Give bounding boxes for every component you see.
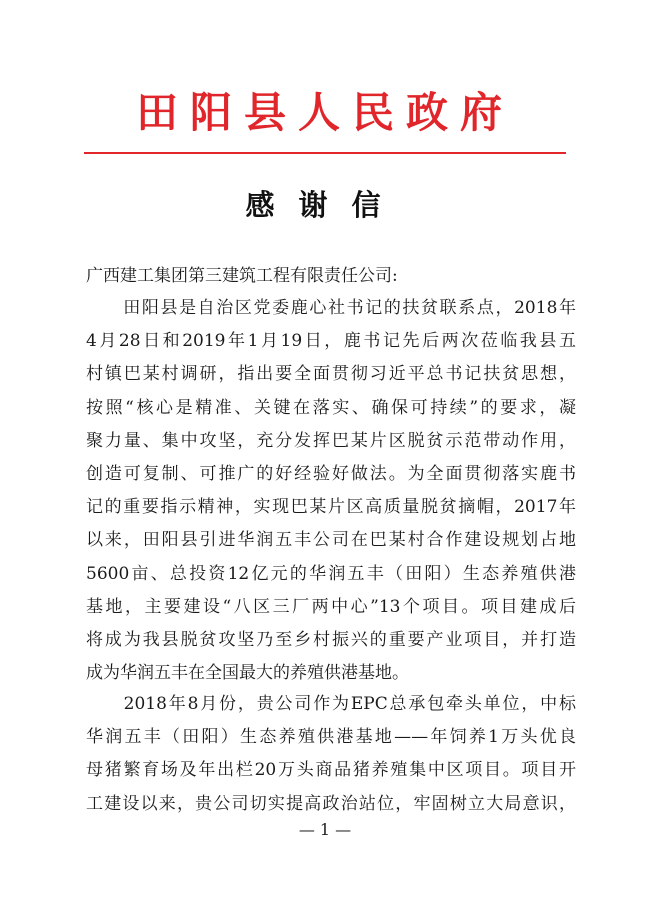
paragraph-line: 村镇巴某村调研，指出要全面贯彻习近平总书记扶贫思想， [86,364,576,385]
paragraph-line: 2018年8月份，贵公司作为EPC总承包牵头单位，中标 [86,694,576,714]
paragraph-line: 田阳县是自治区党委鹿心社书记的扶贫联系点，2018年 [86,298,576,318]
paragraph-line: 创造可复制、可推广的好经验好做法。为全面贯彻落实鹿书 [86,463,576,484]
paragraph-line: 成为华润五丰在全国最大的养殖供港基地。 [86,663,409,684]
letterhead-red-rule [84,152,566,154]
salutation: 广西建工集团第三建筑工程有限责任公司: [86,266,398,286]
paragraph-line: 将成为我县脱贫攻坚乃至乡村振兴的重要产业项目，并打造 [86,629,576,650]
paragraph-line: 4月28日和2019年1月19日，鹿书记先后两次莅临我县五 [86,331,576,352]
paragraph-line: 基地，主要建设“八区三厂两中心”13个项目。项目建成后 [86,596,576,617]
paragraph-line: 华润五丰（田阳）生态养殖供港基地——年饲养1万头优良 [86,727,576,748]
paragraph-line: 以来，田阳县引进华润五丰公司在巴某村合作建设规划占地 [86,530,576,551]
paragraph-line: 聚力量、集中攻坚，充分发挥巴某片区脱贫示范带动作用， [86,430,576,451]
paragraph-line: 母猪繁育场及年出栏20万头商品猪养殖集中区项目。项目开 [86,760,576,781]
paragraph-line: 按照“核心是精准、关键在落实、确保可持续”的要求，凝 [86,397,576,418]
paragraph-1 [86,292,576,690]
paragraph-line: 5600亩、总投资12亿元的华润五丰（田阳）生态养殖供港 [86,563,576,584]
page-number: — 1 — [298,820,352,839]
letterhead-title: 田阳县人民政府 [135,88,514,137]
paragraph-line: 记的重要指示精神，实现巴某片区高质量脱贫摘帽，2017年 [86,497,576,518]
paragraph-2 [86,688,576,821]
letter-title: 感谢信 [245,188,405,222]
paragraph-line: 工建设以来，贵公司切实提高政治站位，牢固树立大局意识， [86,793,576,814]
